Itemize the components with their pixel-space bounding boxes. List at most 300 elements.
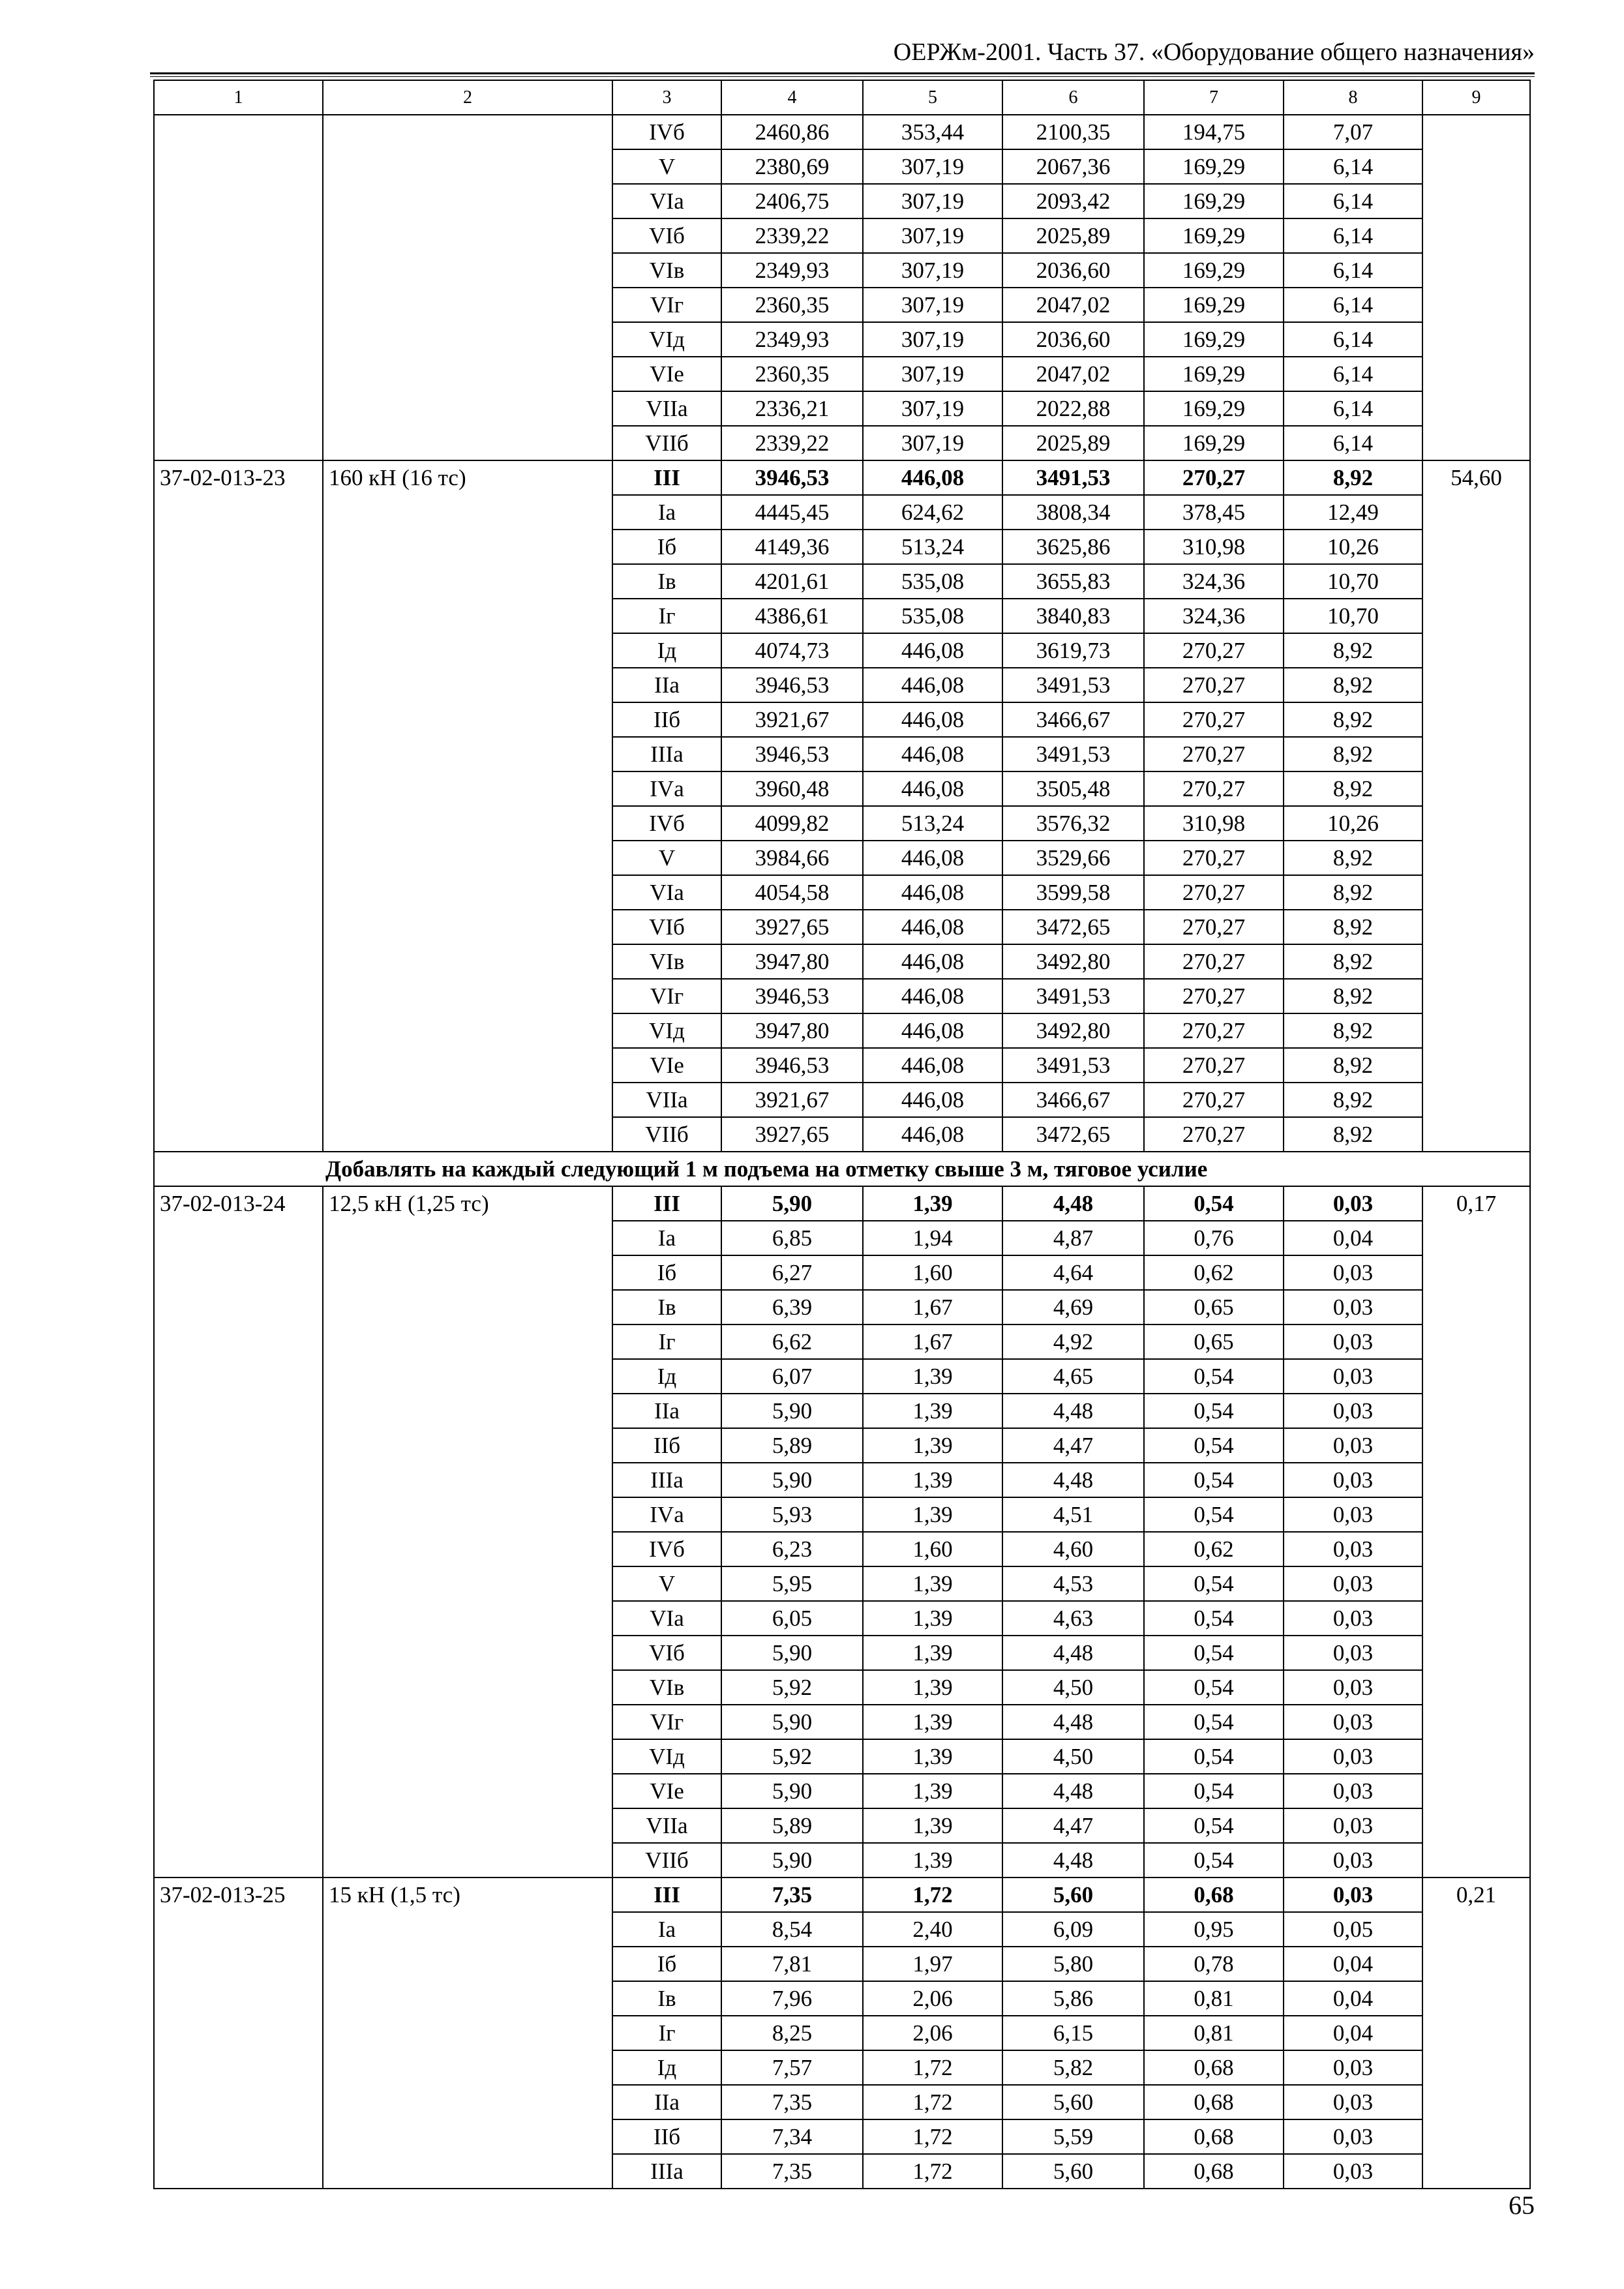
value-cell: 6,39 (721, 1290, 863, 1324)
value-cell: 3619,73 (1002, 633, 1144, 668)
value-cell: 8,92 (1284, 1013, 1422, 1048)
value-cell: 8,92 (1284, 979, 1422, 1013)
column-number: 3 (612, 80, 721, 115)
value-cell: 270,27 (1144, 1083, 1284, 1117)
zone-class: V (612, 1566, 721, 1601)
zone-class: Iд (612, 2050, 721, 2085)
value-cell: 307,19 (863, 426, 1002, 460)
value-cell: 5,93 (721, 1497, 863, 1532)
value-cell: 0,54 (1144, 1705, 1284, 1739)
value-cell: 0,62 (1144, 1532, 1284, 1566)
value-cell: 307,19 (863, 149, 1002, 184)
zone-class: Iв (612, 1981, 721, 2016)
zone-class: VIв (612, 253, 721, 288)
value-cell: 5,60 (1002, 2154, 1144, 2189)
zone-class: Iа (612, 1912, 721, 1947)
value-cell: 169,29 (1144, 184, 1284, 218)
value-cell: 0,03 (1284, 1359, 1422, 1394)
zone-class: V (612, 841, 721, 875)
value-cell: 307,19 (863, 184, 1002, 218)
column-number: 7 (1144, 80, 1284, 115)
rate-name: 160 кН (16 тс) (323, 460, 612, 1152)
value-cell: 446,08 (863, 910, 1002, 944)
value-cell: 1,39 (863, 1566, 1002, 1601)
zone-class: IIб (612, 2119, 721, 2154)
value-cell: 4386,61 (721, 599, 863, 633)
value-cell: 0,03 (1284, 1497, 1422, 1532)
value-cell: 0,03 (1284, 1394, 1422, 1428)
value-cell: 3921,67 (721, 702, 863, 737)
value-cell: 2022,88 (1002, 391, 1144, 426)
value-cell: 3655,83 (1002, 564, 1144, 599)
value-cell: 4,92 (1002, 1324, 1144, 1359)
value-cell: 1,39 (863, 1428, 1002, 1463)
value-cell: 0,54 (1144, 1566, 1284, 1601)
value-cell: 1,94 (863, 1221, 1002, 1255)
value-cell: 353,44 (863, 115, 1002, 149)
value-cell: 5,60 (1002, 1878, 1144, 1912)
value-cell: 0,54 (1144, 1601, 1284, 1636)
value-cell: 307,19 (863, 391, 1002, 426)
value-cell: 8,92 (1284, 633, 1422, 668)
value-cell: 1,39 (863, 1394, 1002, 1428)
column-9-value: 0,21 (1422, 1878, 1530, 2189)
value-cell: 446,08 (863, 944, 1002, 979)
zone-class: Iг (612, 599, 721, 633)
value-cell: 0,04 (1284, 2016, 1422, 2050)
value-cell: 0,54 (1144, 1670, 1284, 1705)
value-cell: 4,48 (1002, 1463, 1144, 1497)
value-cell: 1,39 (863, 1463, 1002, 1497)
value-cell: 535,08 (863, 599, 1002, 633)
value-cell: 270,27 (1144, 668, 1284, 702)
value-cell: 446,08 (863, 702, 1002, 737)
value-cell: 6,15 (1002, 2016, 1144, 2050)
value-cell: 2339,22 (721, 218, 863, 253)
value-cell: 5,90 (721, 1636, 863, 1670)
value-cell: 1,39 (863, 1601, 1002, 1636)
zone-class: Iв (612, 1290, 721, 1324)
value-cell: 1,39 (863, 1843, 1002, 1878)
column-number: 5 (863, 80, 1002, 115)
zone-class: VIе (612, 1774, 721, 1808)
value-cell: 446,08 (863, 1117, 1002, 1152)
value-cell: 1,97 (863, 1947, 1002, 1981)
value-cell: 310,98 (1144, 530, 1284, 564)
section-note: Добавлять на каждый следующий 1 м подъема на отметку свыше 3 м, тяговое усилие (154, 1152, 1530, 1186)
value-cell: 3491,53 (1002, 668, 1144, 702)
value-cell: 1,39 (863, 1497, 1002, 1532)
value-cell: 4,87 (1002, 1221, 1144, 1255)
column-number-row (154, 80, 1530, 115)
value-cell: 5,90 (721, 1186, 863, 1221)
value-cell: 324,36 (1144, 564, 1284, 599)
value-cell: 310,98 (1144, 806, 1284, 841)
value-cell: 270,27 (1144, 737, 1284, 771)
column-9-value (1422, 115, 1530, 460)
value-cell: 5,90 (721, 1463, 863, 1497)
value-cell: 446,08 (863, 875, 1002, 910)
value-cell: 0,03 (1284, 1878, 1422, 1912)
page-header: ОЕРЖм-2001. Часть 37. «Оборудование общего назначения» (893, 38, 1535, 66)
value-cell: 3921,67 (721, 1083, 863, 1117)
value-cell: 0,03 (1284, 1428, 1422, 1463)
value-cell: 3466,67 (1002, 702, 1144, 737)
value-cell: 1,39 (863, 1670, 1002, 1705)
value-cell: 8,92 (1284, 1083, 1422, 1117)
value-cell: 7,57 (721, 2050, 863, 2085)
value-cell: 4054,58 (721, 875, 863, 910)
value-cell: 0,03 (1284, 1532, 1422, 1566)
value-cell: 4,48 (1002, 1705, 1144, 1739)
zone-class: Iд (612, 1359, 721, 1394)
value-cell: 3960,48 (721, 771, 863, 806)
value-cell: 3576,32 (1002, 806, 1144, 841)
value-cell: 307,19 (863, 253, 1002, 288)
value-cell: 2067,36 (1002, 149, 1144, 184)
value-cell: 270,27 (1144, 1048, 1284, 1083)
rate-code: 37-02-013-24 (154, 1186, 323, 1878)
value-cell: 3492,80 (1002, 944, 1144, 979)
column-number: 6 (1002, 80, 1144, 115)
value-cell: 0,03 (1284, 1324, 1422, 1359)
value-cell: 0,54 (1144, 1774, 1284, 1808)
value-cell: 7,96 (721, 1981, 863, 2016)
value-cell: 169,29 (1144, 391, 1284, 426)
value-cell: 324,36 (1144, 599, 1284, 633)
zone-class: III (612, 460, 721, 495)
value-cell: 0,03 (1284, 1463, 1422, 1497)
value-cell: 4,50 (1002, 1670, 1144, 1705)
rate-name: 15 кН (1,5 тс) (323, 1878, 612, 2189)
value-cell: 3927,65 (721, 910, 863, 944)
value-cell: 8,54 (721, 1912, 863, 1947)
zone-class: VIа (612, 875, 721, 910)
value-cell: 270,27 (1144, 1013, 1284, 1048)
value-cell: 2349,93 (721, 253, 863, 288)
zone-class: VIг (612, 1705, 721, 1739)
zone-class: Iб (612, 530, 721, 564)
value-cell: 5,92 (721, 1670, 863, 1705)
value-cell: 7,35 (721, 1878, 863, 1912)
value-cell: 4,47 (1002, 1428, 1144, 1463)
value-cell: 1,67 (863, 1324, 1002, 1359)
value-cell: 5,92 (721, 1739, 863, 1774)
value-cell: 0,03 (1284, 1705, 1422, 1739)
value-cell: 6,07 (721, 1359, 863, 1394)
rates-table (153, 80, 1531, 2189)
value-cell: 7,81 (721, 1947, 863, 1981)
value-cell: 8,92 (1284, 737, 1422, 771)
value-cell: 5,90 (721, 1774, 863, 1808)
column-number: 4 (721, 80, 863, 115)
header-rule (150, 72, 1535, 77)
value-cell: 0,04 (1284, 1947, 1422, 1981)
value-cell: 0,03 (1284, 2050, 1422, 2085)
value-cell: 0,95 (1144, 1912, 1284, 1947)
zone-class: VIа (612, 184, 721, 218)
value-cell: 0,54 (1144, 1359, 1284, 1394)
value-cell: 0,03 (1284, 1255, 1422, 1290)
value-cell: 3505,48 (1002, 771, 1144, 806)
value-cell: 3491,53 (1002, 737, 1144, 771)
value-cell: 6,05 (721, 1601, 863, 1636)
value-cell: 0,03 (1284, 1636, 1422, 1670)
value-cell: 4,47 (1002, 1808, 1144, 1843)
value-cell: 0,04 (1284, 1981, 1422, 2016)
value-cell: 169,29 (1144, 357, 1284, 391)
zone-class: VIб (612, 218, 721, 253)
value-cell: 2336,21 (721, 391, 863, 426)
column-number: 2 (323, 80, 612, 115)
value-cell: 0,68 (1144, 1878, 1284, 1912)
value-cell: 0,54 (1144, 1428, 1284, 1463)
value-cell: 446,08 (863, 841, 1002, 875)
zone-class: VIг (612, 288, 721, 322)
value-cell: 0,03 (1284, 2119, 1422, 2154)
value-cell: 6,14 (1284, 357, 1422, 391)
value-cell: 0,03 (1284, 1566, 1422, 1601)
zone-class: IIIа (612, 1463, 721, 1497)
value-cell: 4,69 (1002, 1290, 1144, 1324)
value-cell: 3491,53 (1002, 1048, 1144, 1083)
zone-class: IVа (612, 1497, 721, 1532)
value-cell: 270,27 (1144, 1117, 1284, 1152)
zone-class: VIв (612, 944, 721, 979)
zone-class: VIIб (612, 426, 721, 460)
value-cell: 8,25 (721, 2016, 863, 2050)
value-cell: 2036,60 (1002, 322, 1144, 357)
value-cell: 446,08 (863, 1013, 1002, 1048)
value-cell: 0,03 (1284, 1843, 1422, 1878)
value-cell: 8,92 (1284, 460, 1422, 495)
value-cell: 4,48 (1002, 1843, 1144, 1878)
zone-class: IIIа (612, 2154, 721, 2189)
value-cell: 0,03 (1284, 1739, 1422, 1774)
value-cell: 3492,80 (1002, 1013, 1144, 1048)
value-cell: 6,14 (1284, 184, 1422, 218)
value-cell: 4099,82 (721, 806, 863, 841)
value-cell: 0,03 (1284, 1670, 1422, 1705)
value-cell: 270,27 (1144, 702, 1284, 737)
value-cell: 6,14 (1284, 288, 1422, 322)
value-cell: 8,92 (1284, 1117, 1422, 1152)
zone-class: IIIа (612, 737, 721, 771)
value-cell: 1,67 (863, 1290, 1002, 1324)
value-cell: 307,19 (863, 218, 1002, 253)
zone-class: IVб (612, 806, 721, 841)
value-cell: 2047,02 (1002, 288, 1144, 322)
value-cell: 0,03 (1284, 2085, 1422, 2119)
zone-class: VIв (612, 1670, 721, 1705)
value-cell: 1,39 (863, 1186, 1002, 1221)
value-cell: 169,29 (1144, 218, 1284, 253)
value-cell: 8,92 (1284, 910, 1422, 944)
value-cell: 1,39 (863, 1808, 1002, 1843)
value-cell: 2100,35 (1002, 115, 1144, 149)
value-cell: 270,27 (1144, 771, 1284, 806)
value-cell: 10,26 (1284, 806, 1422, 841)
value-cell: 169,29 (1144, 288, 1284, 322)
value-cell: 3529,66 (1002, 841, 1144, 875)
column-9-value: 54,60 (1422, 460, 1530, 1152)
value-cell: 0,54 (1144, 1843, 1284, 1878)
value-cell: 0,03 (1284, 1186, 1422, 1221)
value-cell: 5,82 (1002, 2050, 1144, 2085)
value-cell: 1,72 (863, 2119, 1002, 2154)
value-cell: 3946,53 (721, 668, 863, 702)
zone-class: VIб (612, 1636, 721, 1670)
section-note-row (154, 1152, 1530, 1186)
value-cell: 5,90 (721, 1843, 863, 1878)
value-cell: 0,03 (1284, 1601, 1422, 1636)
value-cell: 270,27 (1144, 910, 1284, 944)
value-cell: 6,14 (1284, 149, 1422, 184)
value-cell: 8,92 (1284, 771, 1422, 806)
value-cell: 4,53 (1002, 1566, 1144, 1601)
value-cell: 2349,93 (721, 322, 863, 357)
value-cell: 3946,53 (721, 460, 863, 495)
value-cell: 6,09 (1002, 1912, 1144, 1947)
value-cell: 7,35 (721, 2154, 863, 2189)
zone-class: Iа (612, 1221, 721, 1255)
value-cell: 307,19 (863, 357, 1002, 391)
value-cell: 2025,89 (1002, 426, 1144, 460)
value-cell: 1,39 (863, 1636, 1002, 1670)
value-cell: 5,80 (1002, 1947, 1144, 1981)
zone-class: IVа (612, 771, 721, 806)
zone-class: Iб (612, 1947, 721, 1981)
value-cell: 2,40 (863, 1912, 1002, 1947)
zone-class: Iг (612, 1324, 721, 1359)
value-cell: 194,75 (1144, 115, 1284, 149)
value-cell: 2360,35 (721, 288, 863, 322)
value-cell: 3472,65 (1002, 910, 1144, 944)
value-cell: 1,39 (863, 1774, 1002, 1808)
value-cell: 10,70 (1284, 564, 1422, 599)
value-cell: 3946,53 (721, 737, 863, 771)
value-cell: 8,92 (1284, 841, 1422, 875)
value-cell: 6,14 (1284, 253, 1422, 288)
value-cell: 446,08 (863, 460, 1002, 495)
value-cell: 4149,36 (721, 530, 863, 564)
value-cell: 3984,66 (721, 841, 863, 875)
rate-code: 37-02-013-23 (154, 460, 323, 1152)
value-cell: 169,29 (1144, 253, 1284, 288)
value-cell: 0,81 (1144, 2016, 1284, 2050)
zone-class: VIд (612, 1013, 721, 1048)
value-cell: 446,08 (863, 633, 1002, 668)
value-cell: 513,24 (863, 806, 1002, 841)
value-cell: 5,95 (721, 1566, 863, 1601)
zone-class: IIа (612, 668, 721, 702)
column-9-value: 0,17 (1422, 1186, 1530, 1878)
zone-class: VIд (612, 322, 721, 357)
value-cell: 6,14 (1284, 426, 1422, 460)
value-cell: 0,76 (1144, 1221, 1284, 1255)
value-cell: 3946,53 (721, 979, 863, 1013)
value-cell: 0,65 (1144, 1324, 1284, 1359)
value-cell: 6,14 (1284, 218, 1422, 253)
value-cell: 4,60 (1002, 1532, 1144, 1566)
value-cell: 270,27 (1144, 875, 1284, 910)
zone-class: VIа (612, 1601, 721, 1636)
value-cell: 4,63 (1002, 1601, 1144, 1636)
value-cell: 0,68 (1144, 2085, 1284, 2119)
value-cell: 1,72 (863, 2050, 1002, 2085)
value-cell: 1,60 (863, 1532, 1002, 1566)
value-cell: 6,14 (1284, 391, 1422, 426)
zone-class: V (612, 149, 721, 184)
value-cell: 6,62 (721, 1324, 863, 1359)
zone-class: IIа (612, 2085, 721, 2119)
column-number: 9 (1422, 80, 1530, 115)
value-cell: 5,90 (721, 1394, 863, 1428)
value-cell: 12,49 (1284, 495, 1422, 530)
value-cell: 0,68 (1144, 2154, 1284, 2189)
value-cell: 4201,61 (721, 564, 863, 599)
rate-name (323, 115, 612, 460)
value-cell: 10,70 (1284, 599, 1422, 633)
value-cell: 270,27 (1144, 460, 1284, 495)
value-cell: 2047,02 (1002, 357, 1144, 391)
value-cell: 4,65 (1002, 1359, 1144, 1394)
zone-class: III (612, 1186, 721, 1221)
value-cell: 3599,58 (1002, 875, 1144, 910)
value-cell: 2360,35 (721, 357, 863, 391)
value-cell: 1,39 (863, 1739, 1002, 1774)
value-cell: 4,48 (1002, 1774, 1144, 1808)
value-cell: 8,92 (1284, 944, 1422, 979)
zone-class: IIб (612, 1428, 721, 1463)
value-cell: 2025,89 (1002, 218, 1144, 253)
value-cell: 0,54 (1144, 1394, 1284, 1428)
value-cell: 4,51 (1002, 1497, 1144, 1532)
zone-class: VIе (612, 1048, 721, 1083)
value-cell: 270,27 (1144, 633, 1284, 668)
value-cell: 1,39 (863, 1359, 1002, 1394)
value-cell: 1,72 (863, 1878, 1002, 1912)
value-cell: 0,54 (1144, 1739, 1284, 1774)
value-cell: 2380,69 (721, 149, 863, 184)
table-row (154, 460, 1530, 495)
zone-class: VIг (612, 979, 721, 1013)
value-cell: 5,89 (721, 1428, 863, 1463)
value-cell: 270,27 (1144, 944, 1284, 979)
value-cell: 3947,80 (721, 1013, 863, 1048)
zone-class: VIIа (612, 1083, 721, 1117)
value-cell: 1,39 (863, 1705, 1002, 1739)
value-cell: 0,68 (1144, 2119, 1284, 2154)
value-cell: 2339,22 (721, 426, 863, 460)
value-cell: 5,60 (1002, 2085, 1144, 2119)
value-cell: 4,64 (1002, 1255, 1144, 1290)
zone-class: VIIб (612, 1117, 721, 1152)
value-cell: 3491,53 (1002, 460, 1144, 495)
zone-class: Iа (612, 495, 721, 530)
zone-class: VIб (612, 910, 721, 944)
value-cell: 4074,73 (721, 633, 863, 668)
value-cell: 446,08 (863, 771, 1002, 806)
value-cell: 169,29 (1144, 322, 1284, 357)
value-cell: 6,27 (721, 1255, 863, 1290)
value-cell: 7,34 (721, 2119, 863, 2154)
value-cell: 0,65 (1144, 1290, 1284, 1324)
zone-class: Iв (612, 564, 721, 599)
value-cell: 8,92 (1284, 702, 1422, 737)
zone-class: IIб (612, 702, 721, 737)
value-cell: 3947,80 (721, 944, 863, 979)
